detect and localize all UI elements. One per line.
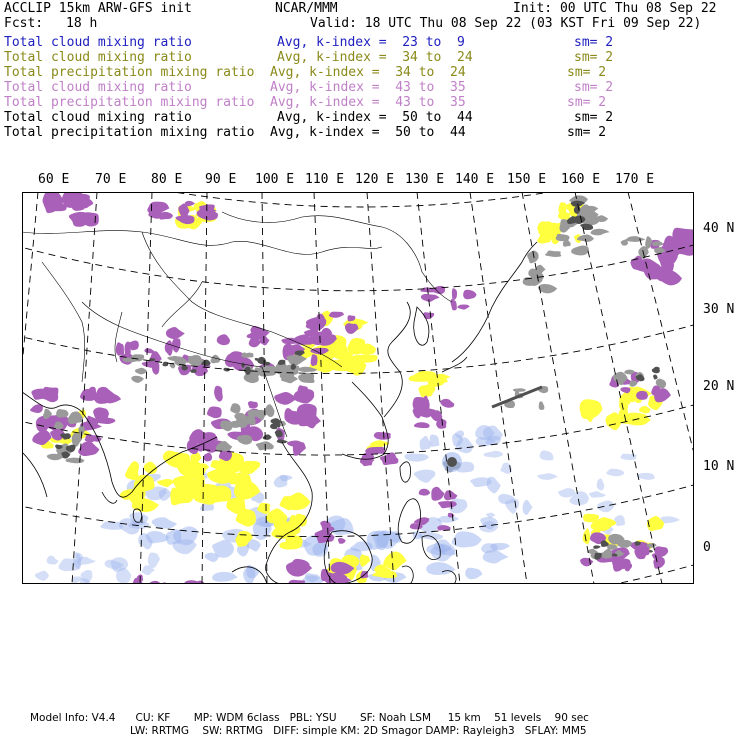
lon-tick-label: 90 E [205, 172, 237, 187]
legend-field-name: Total precipitation mixing ratio [4, 125, 255, 140]
dark-cloud-core [653, 367, 659, 373]
dark-cloud-core [162, 362, 168, 367]
lon-tick-label: 130 E [405, 172, 445, 187]
lon-tick-label: 100 E [255, 172, 295, 187]
lon-tick-label: 120 E [355, 172, 395, 187]
lat-tick-label: 0 [703, 540, 711, 555]
legend-smoothing: sm= 2 [567, 65, 607, 80]
gray-cloud-area [247, 410, 261, 417]
lon-tick-label: 70 E [95, 172, 127, 187]
legend-smoothing: sm= 2 [567, 125, 607, 140]
legend-field-name: Total precipitation mixing ratio [4, 65, 255, 80]
lon-tick-label: 60 E [38, 172, 70, 187]
legend-field-name: Total cloud mixing ratio [4, 35, 192, 50]
legend-k-index: Avg, k-index = 34 to 24 [277, 50, 473, 65]
lon-tick-label: 80 E [151, 172, 183, 187]
legend-field-name: Total cloud mixing ratio [4, 110, 192, 125]
typhoon-core [447, 457, 457, 467]
fcst-value: 18 h [66, 16, 98, 31]
lat-tick-label: 10 N [703, 459, 735, 474]
legend-k-index: Avg, k-index = 43 to 35 [270, 80, 466, 95]
legend-smoothing: sm= 2 [574, 35, 614, 50]
lat-tick-label: 20 N [703, 379, 735, 394]
purple-cloud-area [672, 228, 694, 242]
valid-time: Valid: 18 UTC Thu 08 Sep 22 (03 KST Fri 09 Sep 22) [310, 16, 702, 31]
lat-tick-label: 40 N [703, 221, 735, 236]
legend-field-name: Total precipitation mixing ratio [4, 95, 255, 110]
lon-tick-label: 140 E [455, 172, 495, 187]
legend-k-index: Avg, k-index = 50 to 44 [270, 125, 466, 140]
lon-tick-label: 160 E [561, 172, 601, 187]
init-time: Init: 00 UTC Thu 08 Sep 22 [513, 1, 717, 16]
purple-cloud-area [82, 212, 99, 226]
legend-smoothing: sm= 2 [574, 50, 614, 65]
forecast-map [22, 192, 694, 584]
model-info-line2: LW: RRTMG SW: RRTMG DIFF: simple KM: 2D Smagor DAMP: Rayleigh3 SFLAY: MM5 [130, 725, 587, 737]
legend-smoothing: sm= 2 [574, 110, 614, 125]
legend-k-index: Avg, k-index = 43 to 35 [270, 95, 466, 110]
legend-k-index: Avg, k-index = 50 to 44 [277, 110, 473, 125]
model-info-line1: Model Info: V4.4 CU: KF MP: WDM 6class PBL: YSU SF: Noah LSM 15 km 51 levels 90 sec [30, 712, 589, 724]
legend-smoothing: sm= 2 [574, 80, 614, 95]
fcst-label: Fcst: [4, 16, 44, 31]
model-title: ACCLIP 15km ARW-GFS init [4, 1, 192, 16]
legend-field-name: Total cloud mixing ratio [4, 80, 192, 95]
lon-tick-label: 150 E [507, 172, 547, 187]
legend-k-index: Avg, k-index = 34 to 24 [270, 65, 466, 80]
lon-tick-label: 170 E [615, 172, 655, 187]
legend-field-name: Total cloud mixing ratio [4, 50, 192, 65]
lon-tick-label: 110 E [305, 172, 345, 187]
org-label: NCAR/MMM [275, 1, 338, 16]
lat-tick-label: 30 N [703, 302, 735, 317]
legend-smoothing: sm= 2 [567, 95, 607, 110]
purple-cloud-area [248, 401, 258, 408]
legend-k-index: Avg, k-index = 23 to 9 [277, 35, 465, 50]
